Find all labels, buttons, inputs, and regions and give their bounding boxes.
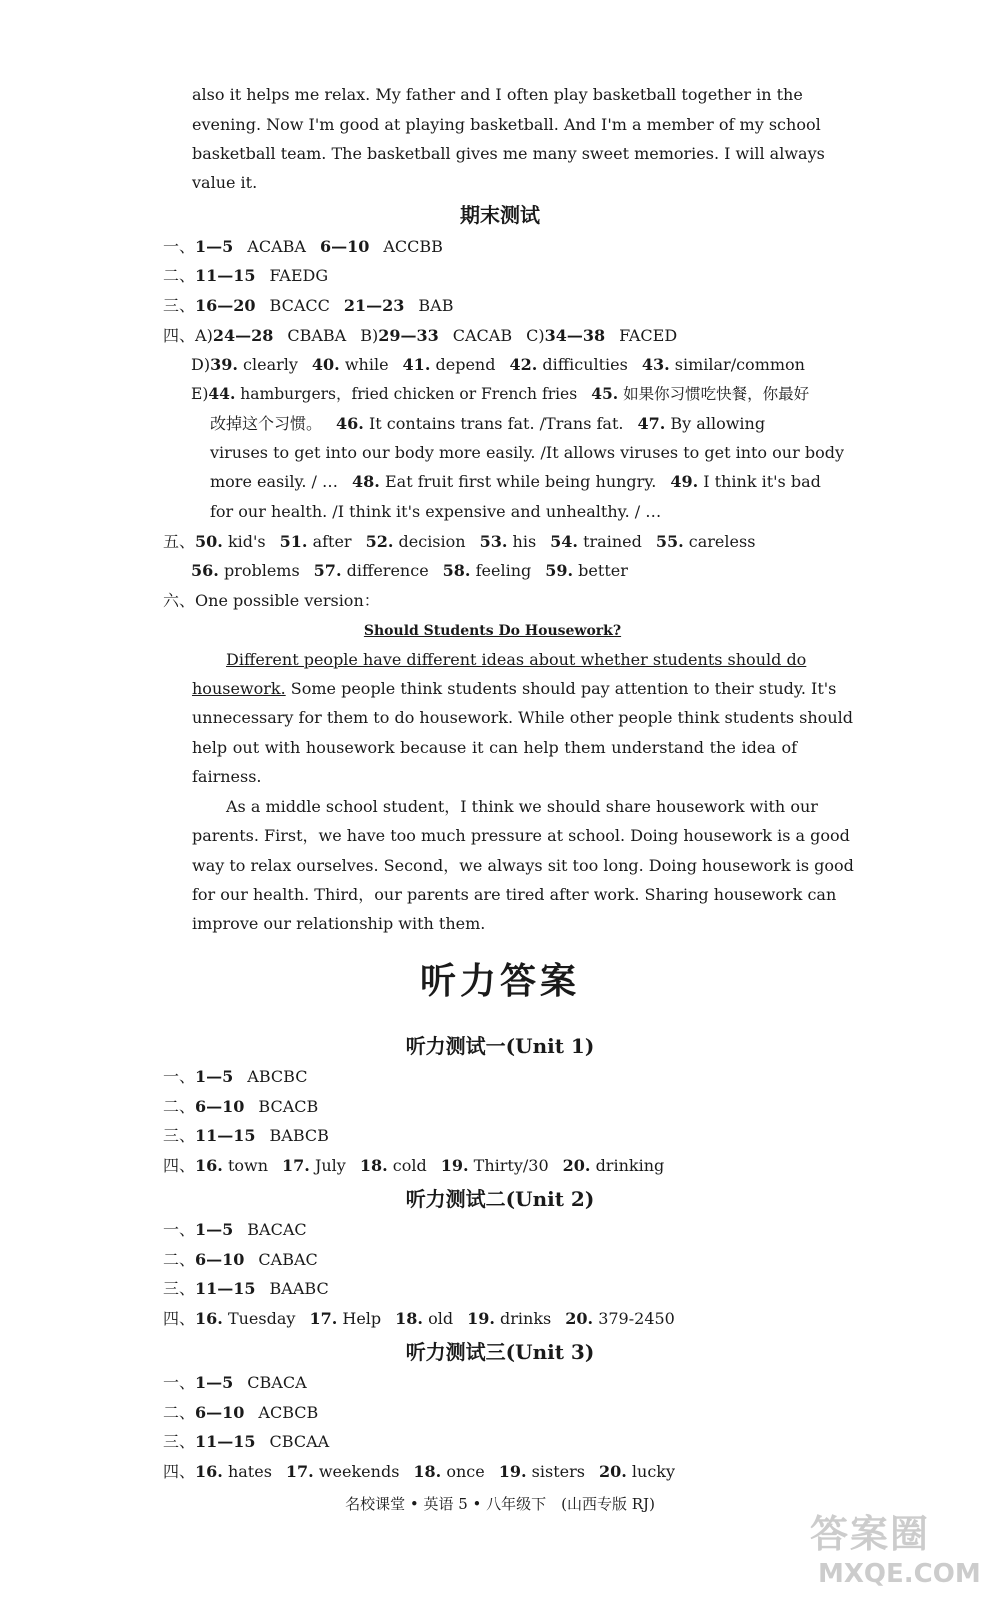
essay-line: unnecessary for them to do housework. While other people think students should [192,708,853,727]
listening-section: 三、11—15 BABCB [163,1126,329,1145]
listening-test-title: 听力测试一(Unit 1) [405,1034,595,1058]
intro-line: evening. Now I'm good at playing basketball. And I'm a member of my school [192,115,821,134]
listening-test-title: 听力测试二(Unit 2) [405,1187,595,1211]
listening-title: 听力答案 [419,960,580,1002]
final-section-4e-line2: 改掉这个习惯。 46. It contains trans fat. /Trans fat. 47. By allowing [210,414,766,433]
watermark-url: MXQE.COM [818,1559,981,1589]
listening-section: 四、16. town 17. July 18. cold 19. Thirty/30 20. drinking [163,1156,665,1175]
final-section-5: 五、50. kid's 51. after 52. decision 53. his 54. trained 55. careless [163,532,756,551]
final-section-1: 一、1—5 ACABA 6—10 ACCBB [163,237,443,256]
listening-section: 二、6—10 BCACB [163,1097,319,1116]
listening-section: 四、16. Tuesday 17. Help 18. old 19. drinks 20. 379-2450 [163,1309,675,1328]
essay-line: As a middle school student，I think we should share housework with our [226,797,818,816]
final-section-4: 四、A)24—28 CBABA B)29—33 CACAB C)34—38 FACED [163,326,678,345]
final-test-title: 期末测试 [460,203,540,227]
final-section-4e-line5: for our health. /I think it's expensive and unhealthy. / … [210,502,662,521]
intro-line: value it. [192,173,258,192]
listening-section: 一、1—5 BACAC [163,1220,307,1239]
listening-section: 一、1—5 ABCBC [163,1067,308,1086]
listening-section: 三、11—15 BAABC [163,1279,329,1298]
listening-section: 四、16. hates 17. weekends 18. once 19. sisters 20. lucky [163,1462,676,1481]
page-footer: 名校课堂 • 英语 5 • 八年级下 (山西专版 RJ) [345,1495,655,1513]
essay-line: fairness. [192,767,262,786]
final-section-5-line2: 56. problems 57. difference 58. feeling 59. better [191,561,628,580]
final-section-4d: D)39. clearly 40. while 41. depend 42. difficulties 43. similar/common [191,355,805,374]
listening-section: 三、11—15 CBCAA [163,1432,330,1451]
essay-line: way to relax ourselves. Second，we always sit too long. Doing housework is good [192,856,854,875]
listening-section: 二、6—10 CABAC [163,1250,318,1269]
essay-line: for our health. Third，our parents are tired after work. Sharing housework can [192,885,837,904]
final-section-4e-line4: more easily. / … 48. Eat fruit first while being hungry. 49. I think it's bad [210,472,821,491]
essay-title: Should Students Do Housework? [363,623,622,639]
listening-section: 一、1—5 CBACA [163,1373,307,1392]
watermark-logo: 答案圈 [810,1512,931,1556]
final-section-2: 二、11—15 FAEDG [163,266,329,285]
essay-line: help out with housework because it can help them understand the idea of [192,738,797,757]
essay-line: housework. Some people think students should pay attention to their study. It's [192,679,837,698]
essay-line: improve our relationship with them. [192,914,486,933]
listening-section: 二、6—10 ACBCB [163,1403,319,1422]
final-section-3: 三、16—20 BCACC 21—23 BAB [163,296,454,315]
intro-line: also it helps me relax. My father and I often play basketball together in the [192,85,803,104]
intro-line: basketball team. The basketball gives me many sweet memories. I will always [192,144,825,163]
final-section-4e-line3: viruses to get into our body more easily. /It allows viruses to get into our body [210,443,844,462]
final-section-4e-line1: E)44. hamburgers，fried chicken or French fries 45. 如果你习惯吃快餐，你最好 [191,384,810,403]
essay-line: parents. First，we have too much pressure at school. Doing housework is a good [192,826,850,845]
listening-test-title: 听力测试三(Unit 3) [405,1340,595,1364]
essay-line: Different people have different ideas about whether students should do [226,650,807,669]
final-section-6: 六、One possible version： [163,591,380,610]
